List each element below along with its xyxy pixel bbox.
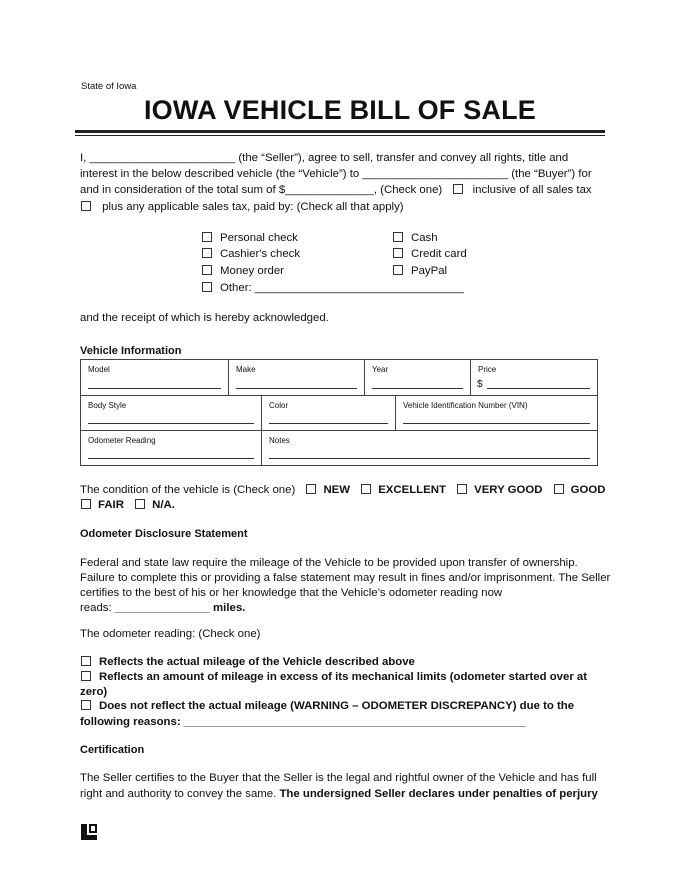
odometer-excess-checkbox[interactable]	[81, 671, 91, 681]
odometer-option-2-cont: zero)	[80, 686, 108, 698]
inclusive-tax-label: inclusive of all sales tax	[472, 184, 592, 196]
odometer-option-1	[80, 656, 415, 668]
certification-line-1: The Seller certifies to the Buyer that the Seller is the legal and rightful owner of the Vehicle and has full	[80, 772, 597, 784]
certification-line-2-text: right and authority to convey the same.	[80, 788, 277, 800]
odometer-cell[interactable]	[81, 431, 262, 465]
intro-line-1: I, _______________________ (the “Seller”), agree to sell, transfer and convey all rights, title and	[80, 152, 569, 164]
year-cell[interactable]	[365, 360, 471, 396]
odometer-disclosure-heading: Odometer Disclosure Statement	[80, 528, 248, 540]
money-order-label: Money order	[220, 265, 284, 277]
plus-tax-checkbox[interactable]	[81, 201, 91, 211]
payment-cashiers-check[interactable]	[202, 248, 300, 260]
vehicle-info-heading: Vehicle Information	[80, 345, 182, 357]
paypal-checkbox[interactable]	[393, 265, 403, 275]
odometer-discrepancy-checkbox[interactable]	[81, 700, 91, 710]
reads-label: reads:	[80, 602, 112, 614]
miles-field[interactable]: _______________ miles.	[114, 602, 246, 614]
make-field-line[interactable]	[236, 388, 357, 389]
odometer-reads-line	[80, 602, 245, 614]
condition-good-label: GOOD	[570, 484, 606, 496]
money-order-checkbox[interactable]	[202, 265, 212, 275]
odometer-excess-label: Reflects an amount of mileage in excess of its mechanical limits (odometer started over at	[99, 671, 588, 683]
year-label: Year	[372, 365, 389, 374]
odometer-actual-label: Reflects the actual mileage of the Vehicle described above	[99, 656, 415, 668]
notes-label: Notes	[269, 436, 290, 445]
intro-line-2: interest in the below described vehicle (the “Vehicle”) to _______________________ (the “Buyer”) for	[80, 168, 592, 180]
condition-good-checkbox[interactable]	[554, 484, 564, 494]
inclusive-tax-checkbox[interactable]	[453, 184, 463, 194]
cash-label: Cash	[411, 232, 438, 244]
odometer-text-line-1: Federal and state law require the mileage of the Vehicle to be provided upon transfer of ownership.	[80, 557, 578, 569]
vehicle-info-table	[80, 359, 598, 466]
odometer-option-2	[80, 671, 587, 683]
condition-label: The condition of the vehicle is (Check one)	[80, 484, 296, 496]
odometer-option-3	[80, 700, 574, 712]
odometer-reasons-line[interactable]: following reasons: ______________________________________________________	[80, 716, 526, 728]
odometer-discrepancy-label: Does not reflect the actual mileage (WARNING – ODOMETER DISCREPANCY) due to the	[99, 700, 575, 712]
price-field-line[interactable]	[487, 388, 590, 389]
condition-excellent-label: EXCELLENT	[378, 484, 446, 496]
body-style-cell[interactable]	[81, 396, 262, 431]
model-label: Model	[88, 365, 110, 374]
odometer-check-label: The odometer reading: (Check one)	[80, 628, 261, 640]
odometer-label: Odometer Reading	[88, 436, 156, 445]
model-field-line[interactable]	[88, 388, 221, 389]
paypal-label: PayPal	[411, 265, 448, 277]
condition-line-2	[80, 499, 175, 511]
other-checkbox[interactable]	[202, 282, 212, 292]
personal-check-label: Personal check	[220, 232, 298, 244]
odometer-actual-checkbox[interactable]	[81, 656, 91, 666]
odometer-text-line-2: Failure to complete this or providing a false statement may result in fines and/or imprisonment. The Seller	[80, 572, 611, 584]
make-cell[interactable]	[229, 360, 365, 396]
state-label: State of Iowa	[81, 81, 137, 92]
payment-paypal[interactable]	[393, 265, 447, 277]
certification-perjury-text: The undersigned Seller declares under penalties of perjury	[279, 788, 598, 800]
certification-heading: Certification	[80, 744, 145, 756]
condition-fair-label: FAIR	[98, 499, 124, 511]
price-dollar-sign: $	[477, 379, 483, 390]
condition-na-checkbox[interactable]	[135, 499, 145, 509]
condition-excellent-checkbox[interactable]	[361, 484, 371, 494]
cashiers-check-checkbox[interactable]	[202, 248, 212, 258]
title-rule-thick	[75, 130, 605, 133]
condition-new-label: NEW	[323, 484, 351, 496]
odometer-text-line-3: certifies to the best of his or her knowledge that the Vehicle’s odometer reading now	[80, 587, 503, 599]
body-style-field-line[interactable]	[88, 423, 254, 424]
cash-checkbox[interactable]	[393, 232, 403, 242]
condition-new-checkbox[interactable]	[306, 484, 316, 494]
year-field-line[interactable]	[372, 388, 463, 389]
color-field-line[interactable]	[269, 423, 388, 424]
payment-money-order[interactable]	[202, 265, 284, 277]
credit-card-label: Credit card	[411, 248, 467, 260]
condition-very-good-label: VERY GOOD	[474, 484, 543, 496]
notes-cell[interactable]	[262, 431, 597, 465]
price-cell[interactable]	[471, 360, 597, 396]
condition-line-1	[80, 484, 605, 496]
make-label: Make	[236, 365, 256, 374]
condition-fair-checkbox[interactable]	[81, 499, 91, 509]
price-label: Price	[478, 365, 497, 374]
intro-line-3	[80, 184, 592, 196]
personal-check-checkbox[interactable]	[202, 232, 212, 242]
color-cell[interactable]	[262, 396, 396, 431]
credit-card-checkbox[interactable]	[393, 248, 403, 258]
document-title: IOWA VEHICLE BILL OF SALE	[143, 95, 537, 125]
other-label: Other: _________________________________	[220, 282, 464, 294]
payment-cash[interactable]	[393, 232, 438, 244]
model-cell[interactable]	[81, 360, 229, 396]
payment-other[interactable]	[202, 282, 464, 294]
payment-personal-check[interactable]	[202, 232, 298, 244]
cashiers-check-label: Cashier's check	[220, 248, 301, 260]
plus-tax-label: plus any applicable sales tax, paid by: (Check all that apply)	[102, 201, 404, 213]
vin-label: Vehicle Identification Number (VIN)	[403, 401, 528, 410]
intro-line-4	[80, 201, 404, 213]
payment-credit-card[interactable]	[393, 248, 467, 260]
vin-field-line[interactable]	[403, 423, 590, 424]
condition-very-good-checkbox[interactable]	[457, 484, 467, 494]
notes-field-line[interactable]	[269, 458, 590, 459]
body-style-label: Body Style	[88, 401, 127, 410]
odometer-field-line[interactable]	[88, 458, 254, 459]
intro-line-3-text: and in consideration of the total sum of $______________, (Check one)	[80, 184, 443, 196]
receipt-text: and the receipt of which is hereby acknowledged.	[80, 312, 329, 324]
condition-na-label: N/A.	[152, 499, 175, 511]
certification-line-2	[80, 788, 598, 800]
color-label: Color	[269, 401, 289, 410]
vin-cell[interactable]	[396, 396, 597, 431]
document-logo-icon	[81, 824, 97, 840]
title-rule-thin	[75, 135, 605, 136]
